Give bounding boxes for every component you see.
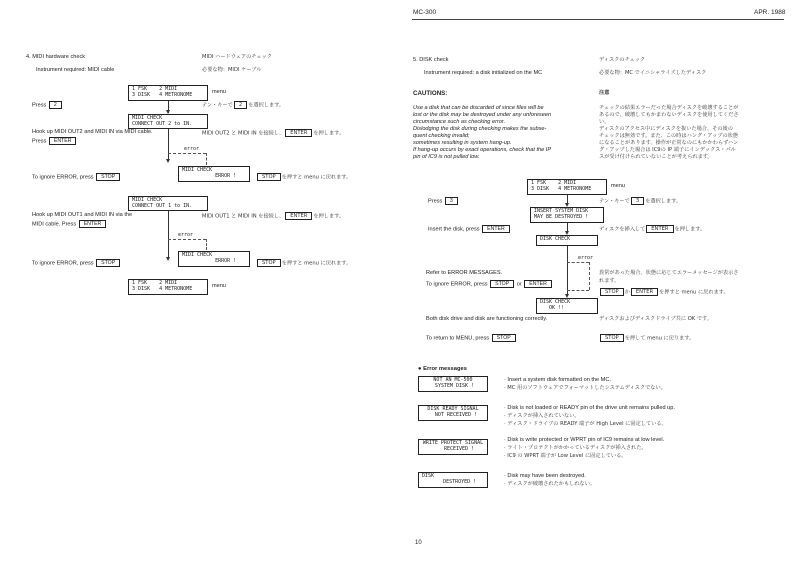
caution-line: circumstance such as checking error. (413, 119, 506, 125)
key-enter-jp: ENTER (285, 212, 312, 220)
ignore2-jp-text: を押すと menu に戻れます。 (281, 260, 352, 267)
right-section-title-jp: ディスクのチェック (599, 57, 646, 63)
press-row (32, 101, 63, 109)
press-jp-row (202, 101, 284, 110)
hook1-jp-b: を押します。 (313, 130, 345, 137)
caution-line: quent checking invalid; (413, 133, 470, 139)
flow-arrow (166, 257, 170, 261)
lcd-midi-check-out2: MIDI CHECK CONNECT OUT 2 to IN. (128, 114, 208, 129)
error-branch-line (589, 262, 590, 290)
hook1-jp (202, 129, 344, 138)
error-desc-en: · Disk is write protected or WPRT pin of IC9 remains at low level. (504, 437, 665, 443)
hook1-jp-a: MIDI OUT2 と MIDI IN を接続し、 (202, 130, 285, 137)
ok-jp: ディスクおよびディスクドライブ共に OK です。 (599, 316, 712, 322)
flow-line (168, 211, 169, 259)
refer-text: Refer to ERROR MESSAGES. (426, 270, 503, 276)
caution-text-jp (599, 105, 784, 161)
key-stop-jp: STOP (600, 288, 624, 296)
hook2-press: MIDI cable. Press (32, 221, 77, 228)
hook2-jp-b: を押します。 (313, 213, 345, 220)
caution-jp-line: い。 (599, 119, 610, 125)
caution-text (413, 105, 593, 161)
ignore-or: or (516, 281, 522, 288)
lcd-midi-check-out1: MIDI CHECK CONNECT OUT 1 to IN. (128, 196, 208, 211)
key-enter-jp: ENTER (646, 225, 673, 233)
lcd-insert-disk: INSERT SYSTEM DISK MAY BE DESTROYED ! (530, 207, 604, 223)
insert-jp-row (599, 225, 705, 234)
ignore-jp-row (599, 288, 729, 297)
error-label: error (178, 232, 194, 238)
hook2-jp (202, 212, 344, 221)
press-jp-a: テン・キーで (599, 198, 630, 205)
return-jp-text: を押して menu に戻ります。 (624, 335, 695, 342)
error-desc-en: · Disk is not loaded or READY pin of the drive unit remains pulled up. (504, 405, 675, 411)
cautions-heading-jp: 注意 (599, 90, 610, 96)
page-number: 10 (415, 540, 422, 546)
press-text: Press (428, 198, 443, 205)
hook2-line-a: Hook up MIDI OUT1 and MIDI IN via the (32, 212, 133, 218)
key-enter-jp: ENTER (285, 129, 312, 137)
caution-jp-line: になることがあります。操作が正常なのにもかかわらずハン (599, 140, 739, 146)
left-section-title: 4. MIDI hardware check (26, 54, 86, 60)
caution-line: Use a disk that can be discarded of since files will be (413, 105, 544, 111)
return-text: To return to MENU, press (426, 335, 490, 342)
hook1-press: Press (32, 138, 47, 145)
caution-line: If hang-up occurs by exact operations, check that the IP (413, 147, 552, 153)
flow-arrow (166, 159, 170, 163)
error-label: error (578, 255, 594, 261)
return-row (426, 334, 517, 342)
lcd-error-destroyed: DISK DESTROYED ! (418, 472, 488, 488)
lcd-midi-error-2: MIDI CHECK ERROR ! (178, 251, 250, 267)
error-desc-jp: · MC 用のソフトウェアでフォーマットしたシステムディスクでない。 (504, 385, 666, 391)
ignore2-jp (256, 259, 351, 268)
key-enter: ENTER (482, 225, 510, 233)
left-requirement-jp: 必要な物：MIDI ケーブル (202, 67, 262, 73)
key-stop-jp: STOP (600, 334, 624, 342)
key-enter-jp: ENTER (631, 288, 658, 296)
return-jp-row (599, 334, 694, 343)
key-stop: STOP (492, 334, 516, 342)
menu-label: menu (611, 183, 625, 189)
hook1-line-a: Hook up MIDI OUT2 and MIDI IN via MIDI cable. (32, 129, 153, 135)
lcd-error-ready-signal: DISK READY SIGNAL NOT RECEIVED ! (418, 405, 488, 421)
cautions-heading: CAUTIONS: (413, 90, 448, 97)
key-2-jp: 2 (234, 101, 247, 109)
press-row (428, 197, 459, 205)
caution-line: Dislodging the disk during checking makes the subse- (413, 126, 547, 132)
refer-jp-2: れます。 (599, 278, 620, 284)
hook2-line-b (32, 220, 107, 228)
header-date: APR. 1988 (754, 9, 786, 16)
error-desc-jp: · ディスクが挿入されていない。 (504, 413, 580, 419)
ignore1-jp-text: を押すと menu に戻れます。 (281, 174, 352, 181)
lcd-menu: 1 FSK 2 MIDI 3 DISK 4 METRONOME (128, 85, 208, 101)
press-jp-row (599, 197, 681, 206)
error-branch-line (567, 262, 589, 263)
menu-label: menu (212, 89, 226, 95)
key-stop: STOP (96, 259, 120, 267)
left-section-title-jp: MIDI ハードウェアのチェック (202, 54, 272, 60)
caution-line: sometimes resulting in system hang-up. (413, 140, 512, 146)
error-branch-line (567, 290, 589, 291)
key-stop-jp: STOP (257, 259, 281, 267)
right-requirement: Instrument required: a disk initialized on the MC (424, 70, 543, 76)
ignore1-row (32, 173, 121, 181)
right-requirement-jp: 必要な物：MC でイニシャライズしたディスク (599, 70, 707, 76)
error-branch-line (168, 239, 206, 240)
flow-line (168, 129, 169, 161)
error-desc-jp: · ディスク・ドライブの READY 端子が High Level に固定している。 (504, 421, 667, 427)
press-text: Press (32, 102, 47, 109)
lcd-error-write-protect: WRITE PROTECT SIGNAL RECEIVED ! (418, 439, 488, 455)
key-enter: ENTER (524, 280, 552, 288)
key-stop: STOP (96, 173, 120, 181)
key-3: 3 (445, 197, 458, 205)
insert-row (428, 225, 511, 233)
lcd-midi-error-1: MIDI CHECK ERROR ! (178, 166, 250, 182)
caution-jp-line: グ・アップした場合は IC9の IP 端子にインデックス・パル (599, 147, 736, 153)
key-enter: ENTER (49, 137, 77, 145)
error-desc-jp: · IC9 の WPRT 端子が Low Level に固定している。 (504, 453, 627, 459)
error-branch-line (206, 239, 207, 250)
insert-jp-b: を押します。 (674, 226, 706, 233)
ignore-jp-or: か (624, 289, 630, 296)
lcd-disk-ok: DISK CHECK OK !! (536, 298, 598, 314)
ok-text: Both disk drive and disk are functioning correctly. (426, 316, 548, 322)
left-requirement: Instrument required: MIDI cable (36, 67, 115, 73)
caution-line: lost or the disk may be destroyed under any unforeseen (413, 112, 552, 118)
insert-text: Insert the disk, press (428, 226, 480, 233)
right-section-title: 5. DISK check (413, 57, 449, 63)
caution-jp-line: あるので、破壊してもかまわないディスクを使用してくださ (599, 112, 739, 118)
ignore1-jp (256, 173, 351, 182)
caution-jp-line: ディスクのアクセス中にディスクを抜いた場合、その後の (599, 126, 733, 132)
ignore-jp-text: を押すと menu に戻れます。 (659, 289, 729, 296)
hook1-line-b (32, 137, 77, 145)
error-branch-line (206, 153, 207, 165)
ignore2-row (32, 259, 121, 267)
caution-jp-line: スが受け付けられていないことが考えられます。 (599, 154, 713, 160)
error-label: error (184, 146, 200, 152)
lcd-menu-return: 1 FSK 2 MIDI 3 DISK 4 METRONOME (128, 279, 208, 295)
hook2-jp-a: MIDI OUT1 と MIDI IN を接続し、 (202, 213, 285, 220)
refer-jp-1: 異常があった場合、状態に応じてエラーメッセージが表示さ (599, 270, 739, 276)
lcd-disk-check: DISK CHECK (536, 235, 598, 246)
press-jp-b: を選択します。 (645, 198, 682, 205)
ignore1-text: To ignore ERROR, press (32, 174, 94, 181)
key-stop: STOP (490, 280, 514, 288)
caution-jp-line: チェックの結果エラーだった場合ディスクを破壊することが (599, 105, 739, 111)
ignore2-text: To ignore ERROR, press (32, 260, 94, 267)
lcd-error-not-system-disk: NOT AN MC-500 SYSTEM DISK ! (418, 376, 488, 392)
flow-line (567, 246, 568, 296)
press-jp-b: を選択します。 (248, 102, 285, 109)
error-messages-heading: ● Error messages (418, 366, 467, 372)
header-model: MC-300 (413, 9, 437, 16)
error-desc-en: · Insert a system disk formatted on the MC. (504, 377, 611, 383)
error-branch-line (168, 153, 206, 154)
lcd-menu: 1 FSK 2 MIDI 3 DISK 4 METRONOME (527, 179, 607, 195)
ignore-row (426, 280, 553, 288)
insert-jp-a: ディスクを挿入して (599, 226, 646, 233)
caution-line: pin of IC9 is not pulled low. (413, 154, 480, 160)
key-2: 2 (49, 101, 62, 109)
error-desc-en: · Disk may have been destroyed. (504, 473, 586, 479)
menu-label: menu (212, 283, 226, 289)
error-desc-jp: · ライト・プロテクトがかかっているディスクが挿入された。 (504, 445, 647, 451)
error-desc-jp: · ディスクが破壊されたかもしれない。 (504, 481, 596, 487)
key-enter: ENTER (79, 220, 107, 228)
key-3-jp: 3 (631, 197, 644, 205)
press-jp-a: テン・キーで (202, 102, 233, 109)
key-stop-jp: STOP (257, 173, 281, 181)
header-rule (412, 19, 784, 20)
ignore-text: To ignore ERROR, press (426, 281, 488, 288)
caution-jp-line: チェックは無効です。また、この時はハング・アップの状態 (599, 133, 739, 139)
